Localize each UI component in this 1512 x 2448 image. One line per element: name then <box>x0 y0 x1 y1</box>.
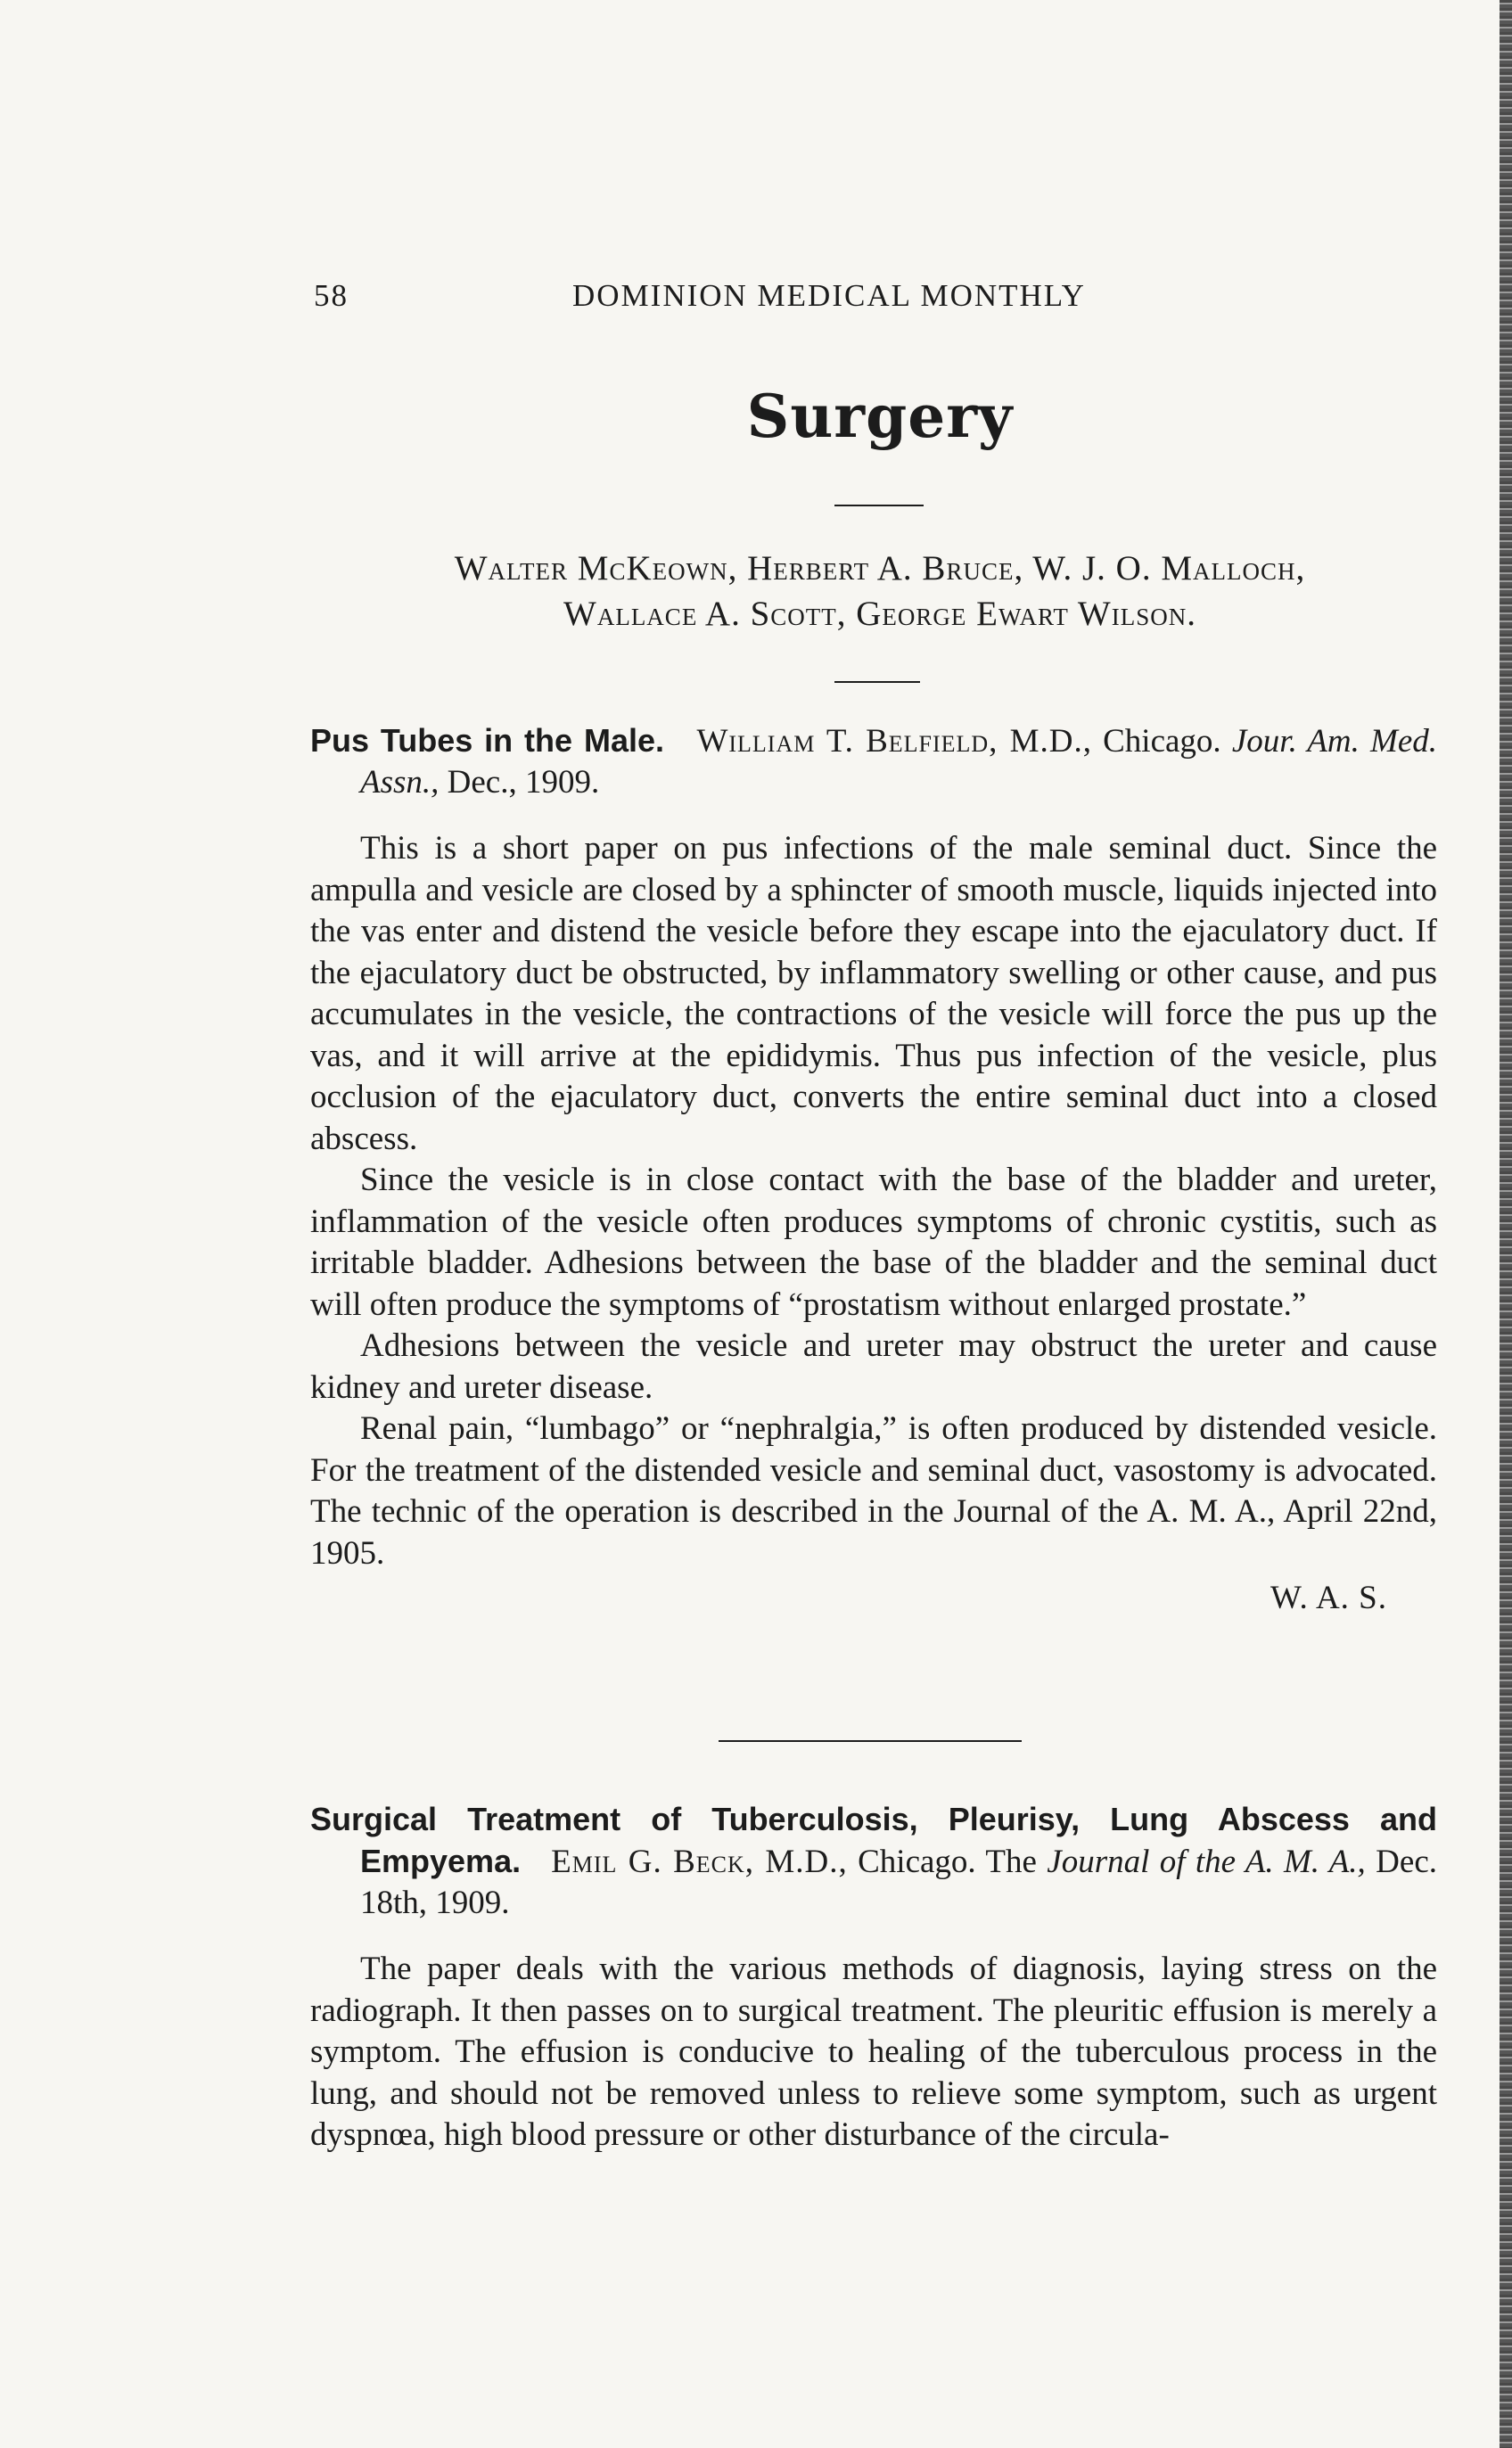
article-author: Emil G. Beck, M.D., <box>551 1844 848 1880</box>
article-journal: Jour. Am. Med. Assn., <box>360 723 1438 801</box>
paragraph: This is a short paper on pus infections of the male seminal duct. Since the ampulla and vesicle are closed by a sphincter of smooth muscle, liquids injected into the vas enter and distend the vesicle before they escape into the ejaculatory duct. If the ejaculatory duct be obstructed, by inflammatory swelling or other cause, and pus accumulates in the vesicle, the contractions of the vesicle will force the pus up the vas, and it will arrive at the epididymis. Thus pus infection of the vesicle, plus occlusion of the ejaculatory duct, converts the entire seminal duct into a closed abscess. <box>310 830 1437 1157</box>
article-location: Chicago. <box>858 1844 976 1880</box>
section-title: Surgery <box>746 382 1014 451</box>
article-author: William T. Belfield, M.D., <box>696 723 1092 760</box>
article-location: Chicago. <box>1103 723 1221 760</box>
article-heading <box>310 1799 1437 1924</box>
article-reference-prefix: The <box>985 1844 1037 1880</box>
article-body <box>310 828 1437 1574</box>
title-rule <box>834 505 924 506</box>
paragraph: Since the vesicle is in close contact with the base of the bladder and ureter, inflammation of the vesicle often produces symptoms of chronic cystitis, such as irritable bladder. Adhesions between the base of the bladder and the seminal duct will often produce the symptoms of “prostatism without enlarged prostate.” <box>310 1162 1437 1323</box>
article-date: Dec. 18th, 1909. <box>360 1844 1437 1921</box>
article-body <box>310 1949 1437 2156</box>
paragraph: Adhesions between the vesicle and ureter may obstruct the ureter and cause kidney and ureter disease. <box>310 1327 1437 1406</box>
paragraph: Renal pain, “lumbago” or “nephralgia,” is often produced by distended vesicle. For the treatment of the distended vesicle and seminal duct, vasostomy is advocated. The technic of the operation is described in the Journal of the A. M. A., April 22nd, 1905. <box>310 1410 1437 1572</box>
page-number: 58 <box>314 278 349 313</box>
article-signoff: W. A. S. <box>1270 1580 1387 1616</box>
running-head: DOMINION MEDICAL MONTHLY <box>572 278 1086 313</box>
article-heading <box>310 720 1437 803</box>
article-title: Pus Tubes in the Male. <box>310 722 664 759</box>
page-header <box>314 278 1205 323</box>
article-journal: Journal of the A. M. A., <box>1047 1844 1366 1880</box>
article-pus-tubes <box>310 720 1437 1619</box>
paragraph: The paper deals with the various methods of diagnosis, laying stress on the radiograph. It then passes on to surgical treatment. The pleuritic effusion is merely a symptom. The effusion is conducive to healing of the tuberculous process in the lung, and should not be removed unless to relieve some symptom, such as urgent dyspnœa, high blood pressure or other disturbance of the circula- <box>310 1951 1437 2153</box>
editors-line: Wallace A. Scott, George Ewart Wilson. <box>563 595 1196 633</box>
article-tuberculosis <box>310 1799 1437 2156</box>
editors-line: Walter McKeown, Herbert A. Bruce, W. J. O. Malloch, <box>454 549 1306 587</box>
article-date: Dec., 1909. <box>447 764 600 801</box>
editors-rule <box>834 681 920 683</box>
article-separator-rule <box>719 1740 1022 1742</box>
article-title: Surgical Treatment of Tuberculosis, Pleurisy, Lung Abscess and Empyema. <box>310 1801 1437 1879</box>
section-editors <box>314 546 1446 637</box>
page-edge-shadow <box>1500 0 1512 2448</box>
